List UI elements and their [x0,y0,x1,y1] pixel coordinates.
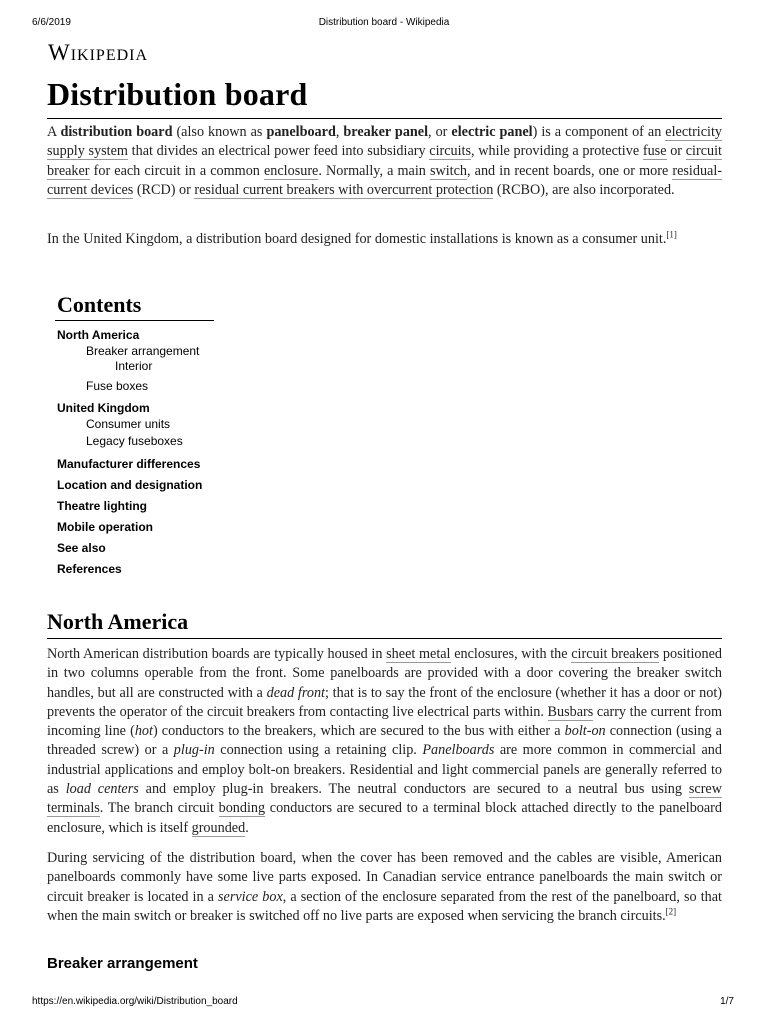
print-page-title: Distribution board - Wikipedia [318,17,450,28]
link-fuse[interactable]: fuse [642,143,667,160]
toc-item-north-america[interactable]: North America [57,328,140,342]
toc-item-united-kingdom[interactable]: United Kingdom [57,401,150,415]
toc-item-fuse-boxes[interactable]: Fuse boxes [86,379,149,393]
link-circuit-breaker[interactable]: circuit breaker [47,143,722,179]
section-heading-north-america: North America [47,609,189,634]
print-page-count: 1/7 [720,996,734,1007]
section-divider [47,638,722,639]
link-rcbo[interactable]: residual current breakers with overcurrent protection [194,181,494,198]
link-busbars[interactable]: Busbars [547,703,594,720]
link-circuit-breakers[interactable]: circuit breakers [571,646,660,662]
wikipedia-logo[interactable]: Wikipedia [48,40,149,65]
toc-item-see-also[interactable]: See also [57,541,106,555]
link-grounded[interactable]: grounded [191,819,246,836]
link-circuits[interactable]: circuits [429,143,472,160]
toc-divider [55,320,214,321]
link-switch[interactable]: switch [429,162,468,179]
print-url[interactable]: https://en.wikipedia.org/wiki/Distribution_board [32,996,238,1007]
toc-item-consumer-units[interactable]: Consumer units [86,417,171,431]
north-america-paragraph-2: During servicing of the distribution board, when the cover has been removed and the cables are visible, American panelboards commonly have some live parts exposed. In Canadian service entrance panelboards the main switch or circuit breaker is located in a service box, a section of the enclosure separated from the rest of the panelboard, so that when the main switch or breaker is switched off no live parts are exposed when servicing the branch circuits.[2] [47,850,722,924]
link-residual-current-devices[interactable]: residual-current devices [47,162,722,198]
reference-2[interactable]: [2] [665,906,677,917]
link-sheet-metal[interactable]: sheet metal [386,646,451,662]
uk-note-paragraph: In the United Kingdom, a distribution board designed for domestic installations is known as a consumer unit.[1] [47,229,677,247]
toc-item-theatre-lighting[interactable]: Theatre lighting [57,499,147,513]
link-enclosure[interactable]: enclosure [263,162,319,179]
toc-item-breaker-arrangement[interactable]: Breaker arrangement [86,344,200,358]
title-divider [47,118,722,119]
subsection-heading-breaker-arrangement: Breaker arrangement [47,955,198,972]
toc-item-legacy-fuseboxes[interactable]: Legacy fuseboxes [86,434,183,448]
toc-item-manufacturer-differences[interactable]: Manufacturer differences [57,457,201,471]
print-date: 6/6/2019 [32,17,71,28]
link-electricity-supply-system[interactable]: electricity supply system [47,124,723,160]
toc-item-location-and-designation[interactable]: Location and designation [57,478,203,492]
link-screw-terminals[interactable]: screw terminals [47,781,722,817]
toc-item-mobile-operation[interactable]: Mobile operation [57,520,153,534]
reference-1[interactable]: [1] [666,229,677,240]
toc-item-references[interactable]: References [57,562,122,576]
page-title: Distribution board [47,76,308,112]
link-bonding[interactable]: bonding [218,800,266,817]
toc-item-interior[interactable]: Interior [115,359,153,373]
toc-title: Contents [57,292,142,317]
north-america-paragraph-1: North American distribution boards are typically housed in sheet metal enclosures, with the circuit breakers positioned in two columns operable from the front. Some panelboards are provided with a door covering the breaker switch handles, but all are constructed with a dead front; that is to say the front of the enclosure (whether it has a door or not) prevents the operator of the circuit breakers from contacting live electrical parts within. Busbars carry the current from incoming line (hot) conductors to the breakers, which are secured to the bus with either a bolt-on connection (using a threaded screw) or a plug-in connection using a retaining clip. Panelboards are more common in commercial and industrial applications and employ bolt-on breakers. Residential and light commercial panels are generally referred to as load centers and employ plug-in breakers. The neutral conductors are secured to a neutral bus using screw terminals. The branch circuit bonding conductors are secured to a terminal block attached directly to the panelboard enclosure, which is itself grounded. [47,646,723,836]
intro-paragraph: A distribution board (also known as panelboard, breaker panel, or electric panel) is a component of an electricity supply system that divides an electrical power feed into subsidiary circuits, while providing a protective fuse or circuit breaker for each circuit in a common enclosure. Normally, a main switch, and in recent boards, one or more residual-current devices (RCD) or residual current breakers with overcurrent protection (RCBO), are also incorporated. [47,124,723,198]
